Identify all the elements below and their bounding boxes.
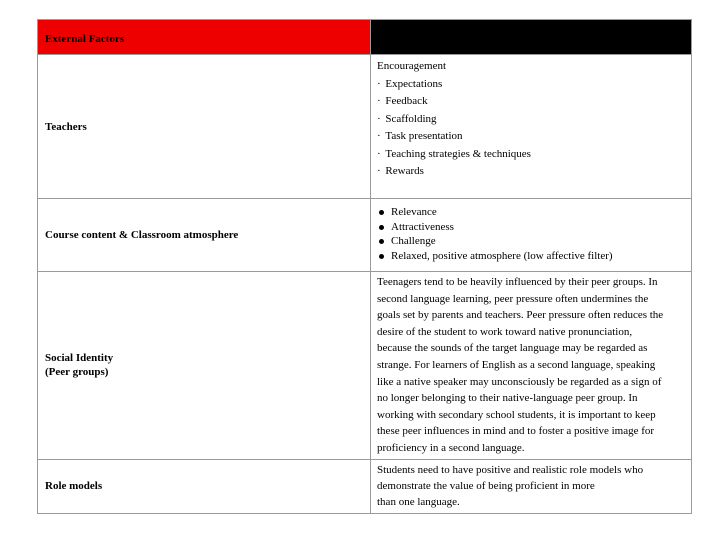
- list-item: · Rewards: [377, 163, 687, 181]
- teachers-list: [377, 76, 687, 181]
- list-item: · Feedback: [377, 93, 687, 111]
- paragraph-line: desire of the student to work toward native pronunciation,: [377, 325, 633, 338]
- course-content-list: [377, 205, 687, 263]
- paragraph-line: strange. For learners of English as a second language, speaking: [377, 358, 656, 371]
- header-external-factors: External Factors: [38, 20, 371, 55]
- table-row: [38, 199, 692, 272]
- list-item: · Teaching strategies & techniques: [377, 146, 687, 164]
- paragraph-line: Teenagers tend to be heavily influenced by their peer groups. In: [377, 276, 658, 288]
- paragraph-line: working with secondary school students, it is important to keep: [377, 408, 656, 421]
- row-label-line: Social Identity: [45, 352, 114, 365]
- paragraph-line: goals set by parents and teachers. Peer pressure often reduces the: [377, 309, 664, 322]
- course-content-details-cell: [371, 199, 692, 272]
- row-label-social-identity: [38, 272, 371, 460]
- row-label-course-content: Course content & Classroom atmosphere: [38, 199, 371, 272]
- paragraph-line: second language learning, peer pressure often undermines the: [377, 292, 649, 305]
- paragraph-line: demonstrate the value of being proficient in more: [377, 479, 595, 492]
- list-item: Challenge: [377, 234, 687, 249]
- header-blank-cell: [371, 20, 692, 55]
- paragraph-line: like a native speaker may unconsciously be regarded as a sign of: [377, 375, 662, 388]
- list-item: · Scaffolding: [377, 111, 687, 129]
- external-factors-table: [37, 19, 692, 514]
- row-label-role-models: Role models: [38, 459, 371, 513]
- paragraph-line: proficiency in a second language.: [377, 441, 525, 454]
- list-item: Relevance: [377, 205, 687, 220]
- row-label-teachers: Teachers: [38, 55, 371, 199]
- paragraph-line: because the sounds of the target language may be regarded as: [377, 342, 648, 355]
- table-row: [38, 55, 692, 199]
- role-models-details-cell: [371, 459, 692, 513]
- paragraph-line: no longer belonging to their native-language peer group. In: [377, 392, 638, 405]
- paragraph-line: these peer influences in mind and to foster a positive image for: [377, 425, 655, 438]
- table-header-row: [38, 20, 692, 55]
- teachers-intro: Encouragement: [377, 60, 447, 72]
- table-row: [38, 459, 692, 513]
- list-item: Relaxed, positive atmosphere (low affective filter): [377, 249, 687, 264]
- table-row: [38, 272, 692, 460]
- paragraph-line: Students need to have positive and realistic role models who: [377, 463, 644, 476]
- list-item: · Task presentation: [377, 128, 687, 146]
- list-item: Attractiveness: [377, 220, 687, 235]
- list-item: · Expectations: [377, 76, 687, 94]
- paragraph-line: than one language.: [377, 495, 460, 508]
- teachers-details-cell: [371, 55, 692, 199]
- social-identity-details-cell: [371, 272, 692, 460]
- row-label-line: (Peer groups): [45, 366, 109, 379]
